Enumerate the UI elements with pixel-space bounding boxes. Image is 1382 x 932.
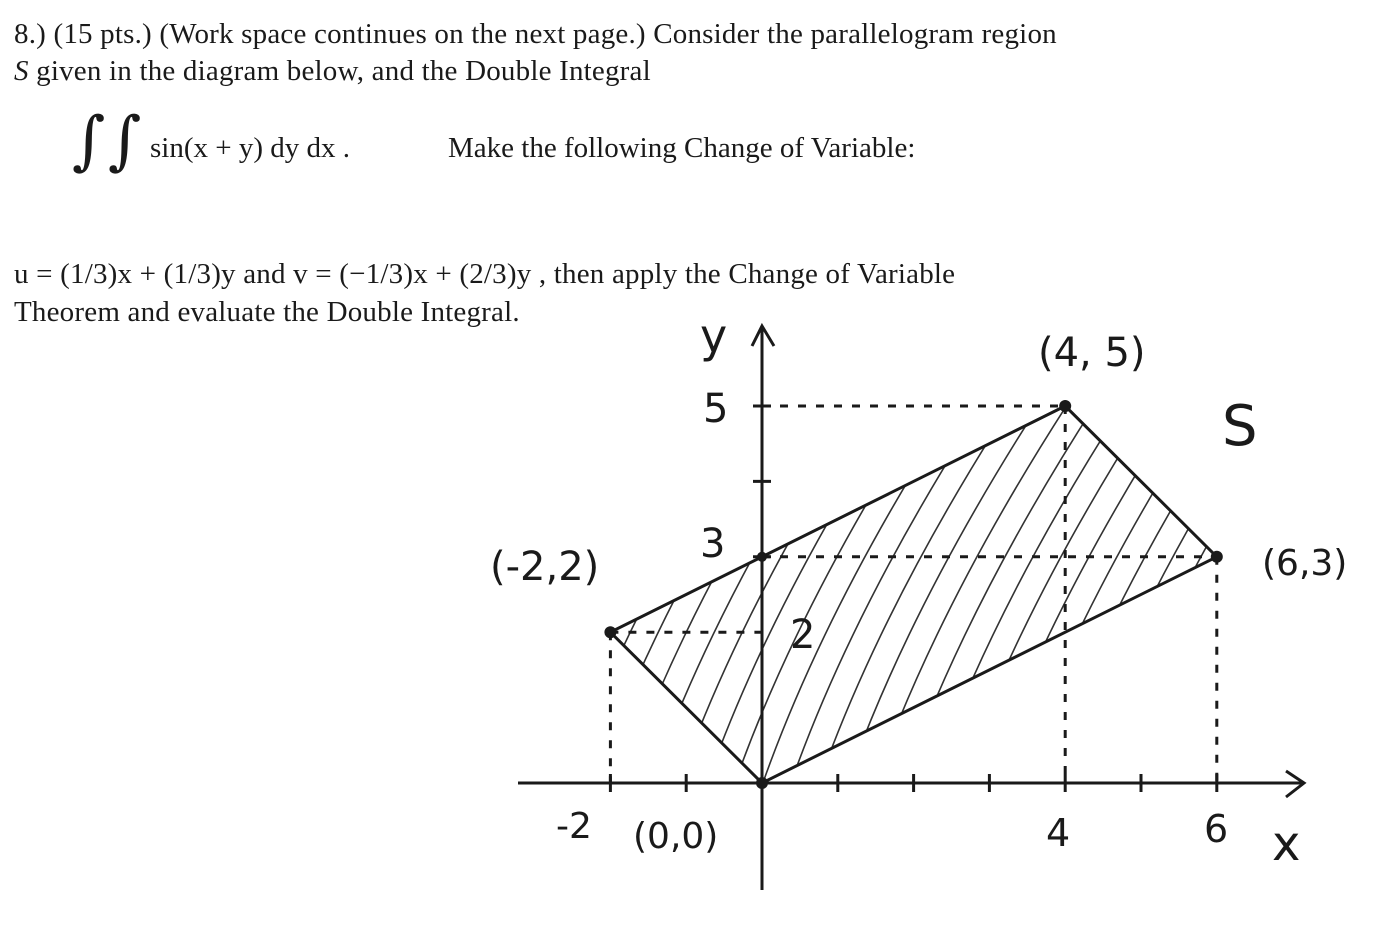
x-tick-label-6: 6 xyxy=(1204,807,1229,851)
vertex-dot xyxy=(756,777,768,789)
integrand: sin(x + y) dy dx . xyxy=(150,132,351,164)
vertex-dot xyxy=(1211,551,1223,563)
hatch-line xyxy=(616,343,856,803)
x-tick-label-4: 4 xyxy=(1046,811,1071,855)
change-of-variable-definition: u = (1/3)x + (1/3)y and v = (−1/3)x + (2/3)y , then apply the Change of Variable xyxy=(14,258,956,290)
hatch-line xyxy=(1008,343,1248,803)
y-tick-label-3: 3 xyxy=(700,521,726,567)
vertex-label-neg2-2: (-2,2) xyxy=(490,544,600,590)
hatch-line xyxy=(924,343,1164,803)
vertex-label-4-5: (4, 5) xyxy=(1038,330,1146,376)
vertex-dot xyxy=(1059,400,1071,412)
integral-sign-inner: ∫ xyxy=(108,104,142,178)
y-axis-label: y xyxy=(700,309,728,363)
change-of-variable-prompt: Make the following Change of Variable: xyxy=(448,132,916,164)
vertex-label-6-3: (6,3) xyxy=(1262,543,1348,584)
problem-header-line-1: 8.) (15 pts.) (Work space continues on the next page.) Consider the parallelogram region xyxy=(14,18,1057,50)
hatch-line xyxy=(896,343,1136,803)
problem-instruction: Theorem and evaluate the Double Integral. xyxy=(14,296,520,328)
y-tick-label-2: 2 xyxy=(790,612,816,658)
y-tick-label-5: 5 xyxy=(703,386,729,432)
hatch-line xyxy=(1372,343,1382,803)
hatch-line xyxy=(840,343,1080,803)
x-tick-label-neg2: -2 xyxy=(556,806,592,847)
hatch-line xyxy=(1344,343,1382,803)
vertex-dot xyxy=(604,626,616,638)
vertex-dots xyxy=(604,400,1222,789)
hatch-line xyxy=(784,343,1024,803)
hatch-line xyxy=(700,343,940,803)
y-intercept-dot xyxy=(757,552,767,562)
hatch-line xyxy=(812,343,1052,803)
vertex-label-origin: (0,0) xyxy=(633,816,719,857)
region-variable: S xyxy=(14,55,29,87)
integral-sign-outer: ∫ xyxy=(72,104,106,178)
header-line-2-text: given in the diagram below, and the Double Integral xyxy=(28,55,651,87)
region-label-s: S xyxy=(1222,394,1258,459)
hatch-line xyxy=(728,343,968,803)
x-axis-label: x xyxy=(1272,816,1301,872)
hatch-line xyxy=(644,343,884,803)
axis-ticks xyxy=(610,406,1216,792)
hatch-line xyxy=(756,343,996,803)
